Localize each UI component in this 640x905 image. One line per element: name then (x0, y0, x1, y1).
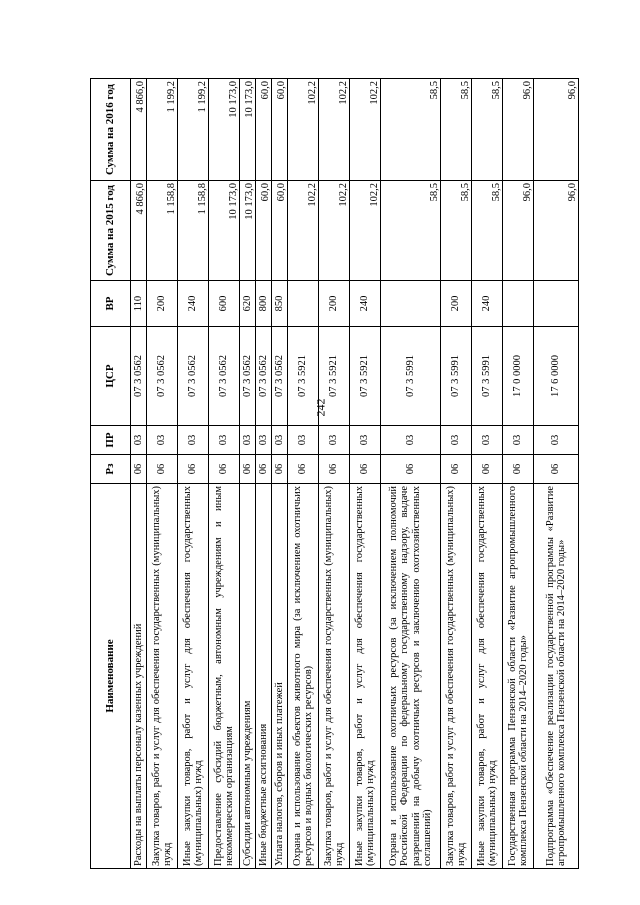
cell-pr: 03 (240, 426, 256, 455)
header-name: Наименование (91, 484, 131, 869)
cell-sum-2016: 96,0 (534, 79, 579, 181)
cell-pr: 03 (209, 426, 240, 455)
cell-rz: 06 (534, 455, 579, 484)
cell-sum-2015: 96,0 (503, 181, 534, 281)
cell-sum-2015: 58,5 (381, 181, 441, 281)
table-row (147, 79, 178, 869)
cell-rz: 06 (503, 455, 534, 484)
cell-sum-2015: 1 158,8 (147, 181, 178, 281)
cell-vr (288, 281, 319, 327)
cell-sum-2015: 10 173,0 (209, 181, 240, 281)
cell-sum-2015: 10 173,0 (240, 181, 256, 281)
cell-sum-2016: 102,2 (319, 79, 350, 181)
cell-csr: 07 3 5921 (288, 327, 319, 426)
cell-name: Подпрограмма «Обеспечение реализации государственной программы «Развитие агропромышленного комплекса Пензенской области на 2014–2020 годы» (534, 484, 579, 869)
cell-name: Предоставление субсидий бюджетным, автономным учреждениям и иным некоммерческим организациям (209, 484, 240, 869)
cell-sum-2015: 58,5 (472, 181, 503, 281)
cell-sum-2016: 10 173,0 (209, 79, 240, 181)
cell-pr: 03 (472, 426, 503, 455)
cell-rz: 06 (288, 455, 319, 484)
cell-csr: 17 6 0000 (534, 327, 579, 426)
cell-pr: 03 (288, 426, 319, 455)
table-row (534, 79, 579, 869)
cell-name: Уплата налогов, сборов и иных платежей (272, 484, 288, 869)
cell-vr: 240 (350, 281, 381, 327)
header-csr: ЦСР (91, 327, 131, 426)
rotated-page-content (90, 79, 578, 869)
cell-sum-2016: 4 866,0 (131, 79, 147, 181)
table-row (272, 79, 288, 869)
cell-csr: 07 3 5921 (319, 327, 350, 426)
table-row (178, 79, 209, 869)
cell-vr: 800 (256, 281, 272, 327)
cell-pr: 03 (441, 426, 472, 455)
cell-csr: 07 3 5991 (441, 327, 472, 426)
cell-sum-2016: 96,0 (503, 79, 534, 181)
cell-pr: 03 (350, 426, 381, 455)
cell-vr (503, 281, 534, 327)
table-header-row (91, 79, 131, 869)
cell-sum-2015: 60,0 (272, 181, 288, 281)
cell-vr: 240 (178, 281, 209, 327)
table-row (288, 79, 319, 869)
cell-rz: 06 (472, 455, 503, 484)
cell-name: Субсидии автономным учреждениям (240, 484, 256, 869)
cell-csr: 07 3 5991 (381, 327, 441, 426)
header-sum-2016: Сумма на 2016 год (91, 79, 131, 181)
cell-sum-2015: 102,2 (319, 181, 350, 281)
cell-name: Охрана и использование объектов животного мира (за исключением охотничьих ресурсов и водных биологических ресурсов) (288, 484, 319, 869)
cell-csr: 07 3 0562 (178, 327, 209, 426)
cell-vr (381, 281, 441, 327)
cell-rz: 06 (256, 455, 272, 484)
cell-vr: 600 (209, 281, 240, 327)
table-row (131, 79, 147, 869)
cell-rz: 06 (147, 455, 178, 484)
cell-pr: 03 (381, 426, 441, 455)
cell-rz: 06 (272, 455, 288, 484)
cell-pr: 03 (534, 426, 579, 455)
cell-sum-2016: 102,2 (350, 79, 381, 181)
cell-name: Закупка товаров, работ и услуг для обеспечения государственных (муниципальных) нужд (319, 484, 350, 869)
table-row (472, 79, 503, 869)
cell-csr: 07 3 0562 (240, 327, 256, 426)
cell-sum-2016: 10 173,0 (240, 79, 256, 181)
cell-sum-2015: 102,2 (350, 181, 381, 281)
cell-sum-2016: 1 199,2 (178, 79, 209, 181)
cell-sum-2016: 102,2 (288, 79, 319, 181)
header-vr: ВР (91, 281, 131, 327)
cell-vr: 200 (319, 281, 350, 327)
cell-sum-2016: 58,5 (441, 79, 472, 181)
cell-name: Охрана и использование охотничьих ресурсов (за исключением полномочий Российской Федерации по федеральному государственному надзору, выдаче разрешений на добычу охотничьих ресурсов и заключению охотхозяйственных соглашений) (381, 484, 441, 869)
cell-name: Закупка товаров, работ и услуг для обеспечения государственных (муниципальных) нужд (147, 484, 178, 869)
cell-csr: 07 3 0562 (147, 327, 178, 426)
cell-vr: 200 (147, 281, 178, 327)
header-sum-2015: Сумма на 2015 год (91, 181, 131, 281)
page-number: 242 (313, 398, 328, 417)
cell-vr: 240 (472, 281, 503, 327)
cell-rz: 06 (209, 455, 240, 484)
cell-csr: 17 0 0000 (503, 327, 534, 426)
cell-csr: 07 3 0562 (272, 327, 288, 426)
table-row (503, 79, 534, 869)
cell-pr: 03 (272, 426, 288, 455)
cell-csr: 07 3 5921 (350, 327, 381, 426)
cell-sum-2015: 4 866,0 (131, 181, 147, 281)
cell-sum-2015: 96,0 (534, 181, 579, 281)
cell-rz: 06 (131, 455, 147, 484)
budget-table (90, 78, 579, 869)
cell-rz: 06 (240, 455, 256, 484)
cell-vr: 620 (240, 281, 256, 327)
cell-name: Иные закупки товаров, работ и услуг для обеспечения государственных (муниципальных) нужд (178, 484, 209, 869)
cell-sum-2015: 1 158,8 (178, 181, 209, 281)
cell-csr: 07 3 0562 (209, 327, 240, 426)
cell-sum-2016: 58,5 (472, 79, 503, 181)
cell-name: Иные закупки товаров, работ и услуг для обеспечения государственных (муниципальных) нужд (350, 484, 381, 869)
cell-sum-2016: 1 199,2 (147, 79, 178, 181)
cell-name: Иные закупки товаров, работ и услуг для обеспечения государственных (муниципальных) нужд (472, 484, 503, 869)
cell-pr: 03 (178, 426, 209, 455)
table-row (441, 79, 472, 869)
table-row (381, 79, 441, 869)
header-rz: Рз (91, 455, 131, 484)
cell-name: Иные бюджетные ассигнования (256, 484, 272, 869)
table-row (240, 79, 256, 869)
cell-rz: 06 (441, 455, 472, 484)
cell-sum-2015: 60,0 (256, 181, 272, 281)
table-row (256, 79, 272, 869)
cell-sum-2015: 102,2 (288, 181, 319, 281)
cell-vr: 850 (272, 281, 288, 327)
cell-sum-2015: 58,5 (441, 181, 472, 281)
header-pr: ПР (91, 426, 131, 455)
cell-pr: 03 (131, 426, 147, 455)
cell-name: Закупка товаров, работ и услуг для обеспечения государственных (муниципальных) нужд (441, 484, 472, 869)
cell-rz: 06 (178, 455, 209, 484)
cell-rz: 06 (350, 455, 381, 484)
cell-csr: 07 3 5991 (472, 327, 503, 426)
table-row (350, 79, 381, 869)
cell-rz: 06 (381, 455, 441, 484)
cell-rz: 06 (319, 455, 350, 484)
cell-sum-2016: 58,5 (381, 79, 441, 181)
cell-sum-2016: 60,0 (256, 79, 272, 181)
cell-pr: 03 (503, 426, 534, 455)
cell-csr: 07 3 0562 (256, 327, 272, 426)
table-body (131, 79, 579, 869)
cell-vr: 200 (441, 281, 472, 327)
table-row (209, 79, 240, 869)
cell-pr: 03 (147, 426, 178, 455)
cell-sum-2016: 60,0 (272, 79, 288, 181)
cell-pr: 03 (256, 426, 272, 455)
cell-csr: 07 3 0562 (131, 327, 147, 426)
cell-vr: 110 (131, 281, 147, 327)
cell-vr (534, 281, 579, 327)
cell-name: Расходы на выплаты персоналу казенных учреждений (131, 484, 147, 869)
table-row (319, 79, 350, 869)
cell-pr: 03 (319, 426, 350, 455)
cell-name: Государственная программа Пензенской области «Развитие агропромышленного комплекса Пензенской области на 2014–2020 годы» (503, 484, 534, 869)
